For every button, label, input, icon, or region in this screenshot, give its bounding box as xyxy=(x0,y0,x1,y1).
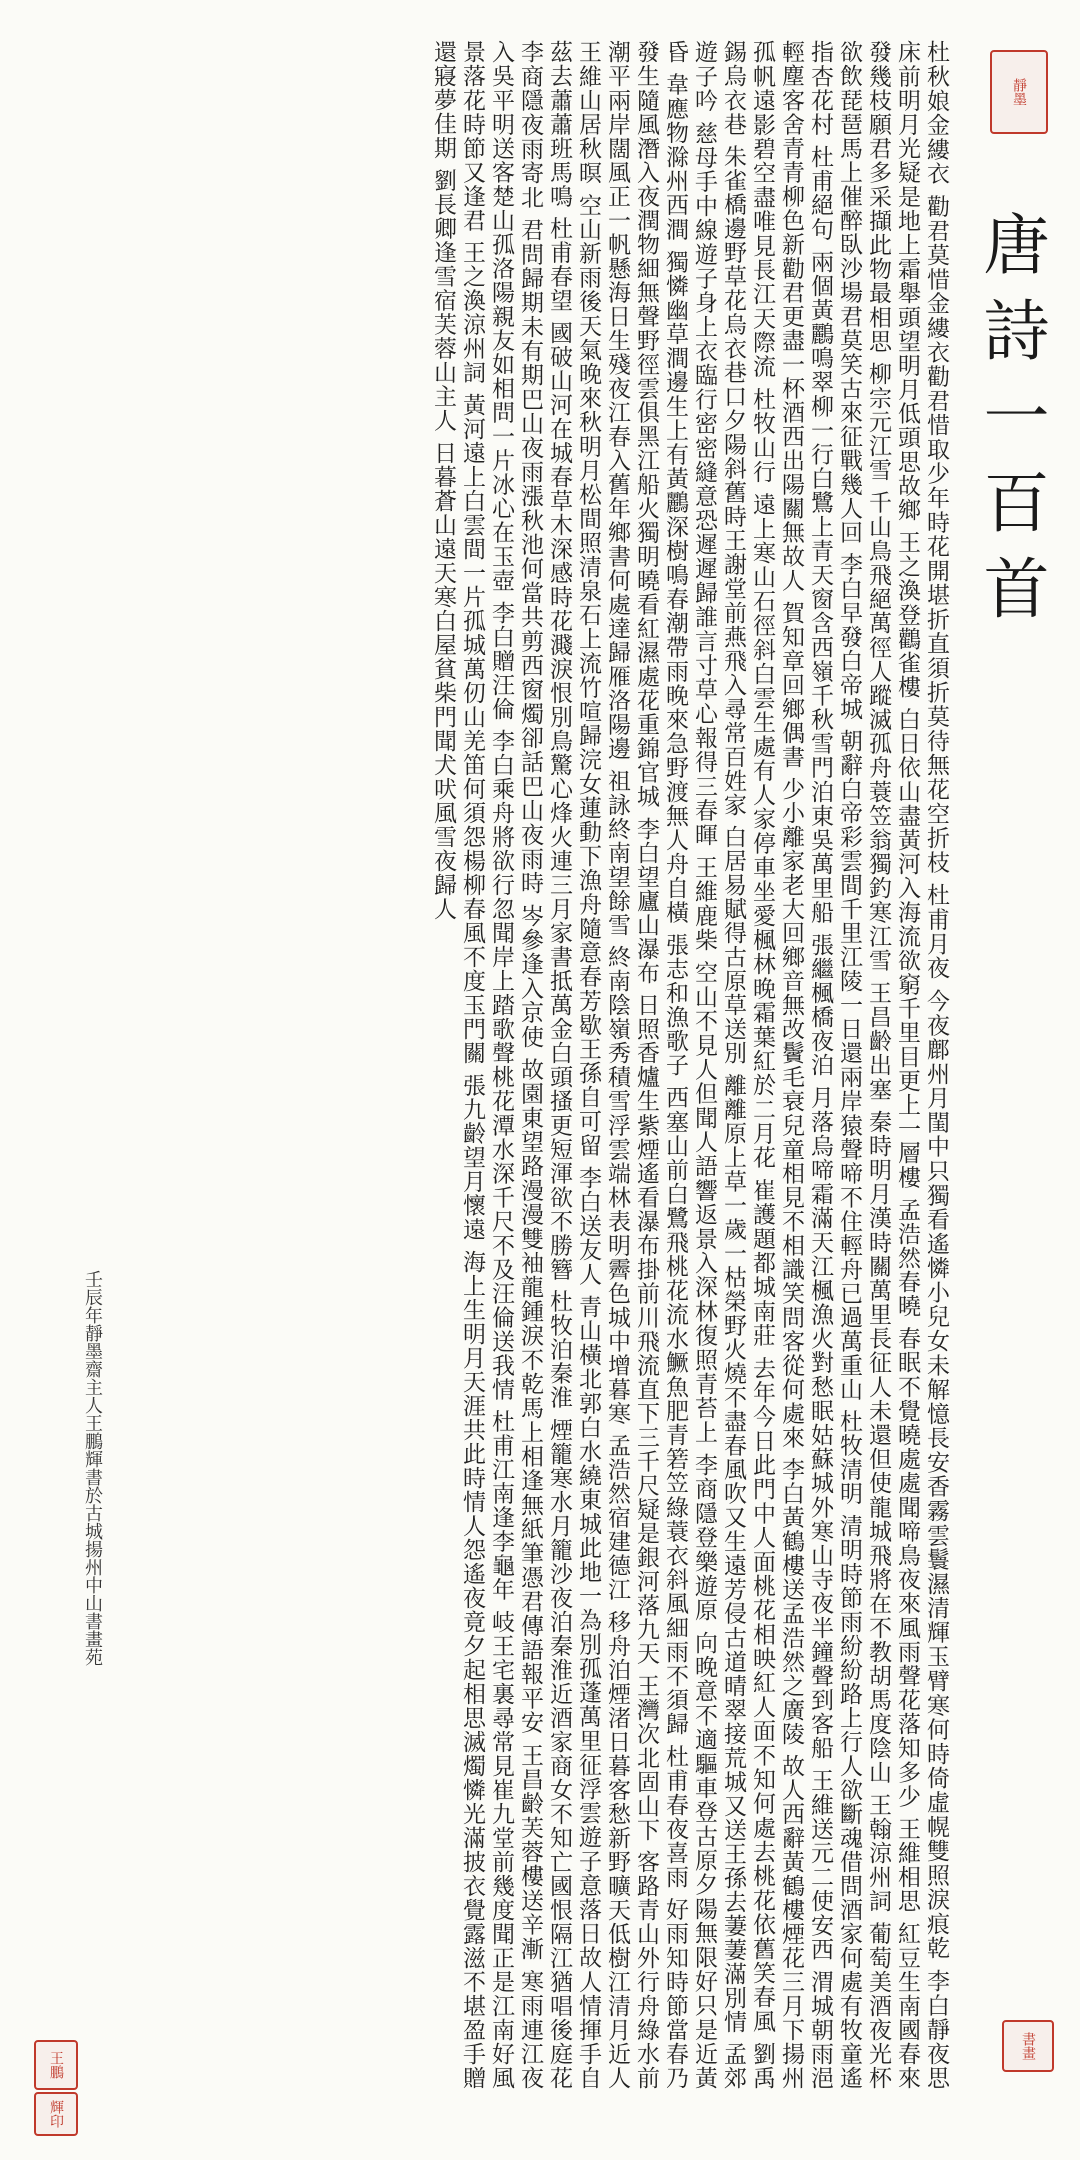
corner-seal xyxy=(1002,2020,1054,2072)
corner-seal-text: 書畫 xyxy=(1020,2032,1036,2060)
leading-seal-text: 靜墨 xyxy=(1011,78,1027,106)
scroll-title: 唐詩一百首 xyxy=(972,210,1049,640)
leading-seal xyxy=(990,50,1048,134)
colophon-inscription: 壬辰年靜墨齋主人王鵬輝書於古城揚州中山書畫苑 xyxy=(82,1270,103,1666)
name-seal xyxy=(34,2040,78,2090)
style-seal-text: 輝印 xyxy=(48,2100,64,2128)
name-seal-text: 王鵬 xyxy=(48,2051,64,2079)
poem-body: 杜秋娘金縷衣 勸君莫惜金縷衣勸君惜取少年時花開堪折直須折莫待無花空折枝 杜甫月夜 今夜鄜州月閨中只獨看遙憐小兒女未解憶長安香霧雲鬟濕清輝玉臂寒何時倚虛幌雙照淚痕乾 李白靜夜思 床前明月光疑是地上霜舉頭望明月低頭思故鄉 王之渙登鸛雀樓 白日依山盡黃河入海流欲窮千里目更上一層樓 孟浩然春曉 春眠不覺曉處處聞啼鳥夜來風雨聲花落知多少 王維相思 紅豆生南國春來發幾枝願君多采擷此物最相思 柳宗元江雪 千山鳥飛絕萬徑人蹤滅孤舟蓑笠翁獨釣寒江雪 王昌齡出塞 秦時明月漢時關萬里長征人未還但使龍城飛將在不教胡馬度陰山 王翰涼州詞 葡萄美酒夜光杯欲飲琵琶馬上催醉臥沙場君莫笑古來征戰幾人回 李白早發白帝城 朝辭白帝彩雲間千里江陵一日還兩岸猿聲啼不住輕舟已過萬重山 杜牧清明 清明時節雨紛紛路上行人欲斷魂借問酒家何處有牧童遙指杏花村 杜甫絕句 兩個黃鸝鳴翠柳一行白鷺上青天窗含西嶺千秋雪門泊東吳萬里船 張繼楓橋夜泊 月落烏啼霜滿天江楓漁火對愁眠姑蘇城外寒山寺夜半鐘聲到客船 王維送元二使安西 渭城朝雨浥輕塵客舍青青柳色新勸君更盡一杯酒西出陽關無故人 賀知章回鄉偶書 少小離家老大回鄉音無改鬢毛衰兒童相見不相識笑問客從何處來 李白黃鶴樓送孟浩然之廣陵 故人西辭黃鶴樓煙花三月下揚州孤帆遠影碧空盡唯見長江天際流 杜牧山行 遠上寒山石徑斜白雲生處有人家停車坐愛楓林晚霜葉紅於二月花 崔護題都城南莊 去年今日此門中人面桃花相映紅人面不知何處去桃花依舊笑春風 劉禹錫烏衣巷 朱雀橋邊野草花烏衣巷口夕陽斜舊時王謝堂前燕飛入尋常百姓家 白居易賦得古原草送別 離離原上草一歲一枯榮野火燒不盡春風吹又生遠芳侵古道晴翠接荒城又送王孫去萋萋滿別情 孟郊遊子吟 慈母手中線遊子身上衣臨行密密縫意恐遲遲歸誰言寸草心報得三春暉 王維鹿柴 空山不見人但聞人語響返景入深林復照青苔上 李商隱登樂遊原 向晚意不適驅車登古原夕陽無限好只是近黃昏 韋應物滁州西澗 獨憐幽草澗邊生上有黃鸝深樹鳴春潮帶雨晚來急野渡無人舟自橫 張志和漁歌子 西塞山前白鷺飛桃花流水鱖魚肥青箬笠綠蓑衣斜風細雨不須歸 杜甫春夜喜雨 好雨知時節當春乃發生隨風潛入夜潤物細無聲野徑雲俱黑江船火獨明曉看紅濕處花重錦官城 李白望廬山瀑布 日照香爐生紫煙遙看瀑布掛前川飛流直下三千尺疑是銀河落九天 王灣次北固山下 客路青山外行舟綠水前潮平兩岸闊風正一帆懸海日生殘夜江春入舊年鄉書何處達歸雁洛陽邊 祖詠終南望餘雪 終南陰嶺秀積雪浮雲端林表明霽色城中增暮寒 孟浩然宿建德江 移舟泊煙渚日暮客愁新野曠天低樹江清月近人 王維山居秋暝 空山新雨後天氣晚來秋明月松間照清泉石上流竹喧歸浣女蓮動下漁舟隨意春芳歇王孫自可留 李白送友人 青山橫北郭白水繞東城此地一為別孤蓬萬里征浮雲遊子意落日故人情揮手自茲去蕭蕭班馬鳴 杜甫春望 國破山河在城春草木深感時花濺淚恨別鳥驚心烽火連三月家書抵萬金白頭搔更短渾欲不勝簪 杜牧泊秦淮 煙籠寒水月籠沙夜泊秦淮近酒家商女不知亡國恨隔江猶唱後庭花 李商隱夜雨寄北 君問歸期未有期巴山夜雨漲秋池何當共剪西窗燭卻話巴山夜雨時 岑參逢入京使 故園東望路漫漫雙袖龍鍾淚不乾馬上相逢無紙筆憑君傳語報平安 王昌齡芙蓉樓送辛漸 寒雨連江夜入吳平明送客楚山孤洛陽親友如相問一片冰心在玉壺 李白贈汪倫 李白乘舟將欲行忽聞岸上踏歌聲桃花潭水深千尺不及汪倫送我情 杜甫江南逢李龜年 岐王宅裏尋常見崔九堂前幾度聞正是江南好風景落花時節又逢君 王之渙涼州詞 黃河遠上白雲間一片孤城萬仞山羌笛何須怨楊柳春風不度玉門關 張九齡望月懷遠 海上生明月天涯共此時情人怨遙夜竟夕起相思滅燭憐光滿披衣覺露滋不堪盈手贈還寢夢佳期 劉長卿逢雪宿芙蓉山主人 日暮蒼山遠天寒白屋貧柴門聞犬吠風雪夜歸人 xyxy=(430,40,949,2090)
style-seal xyxy=(34,2092,78,2136)
